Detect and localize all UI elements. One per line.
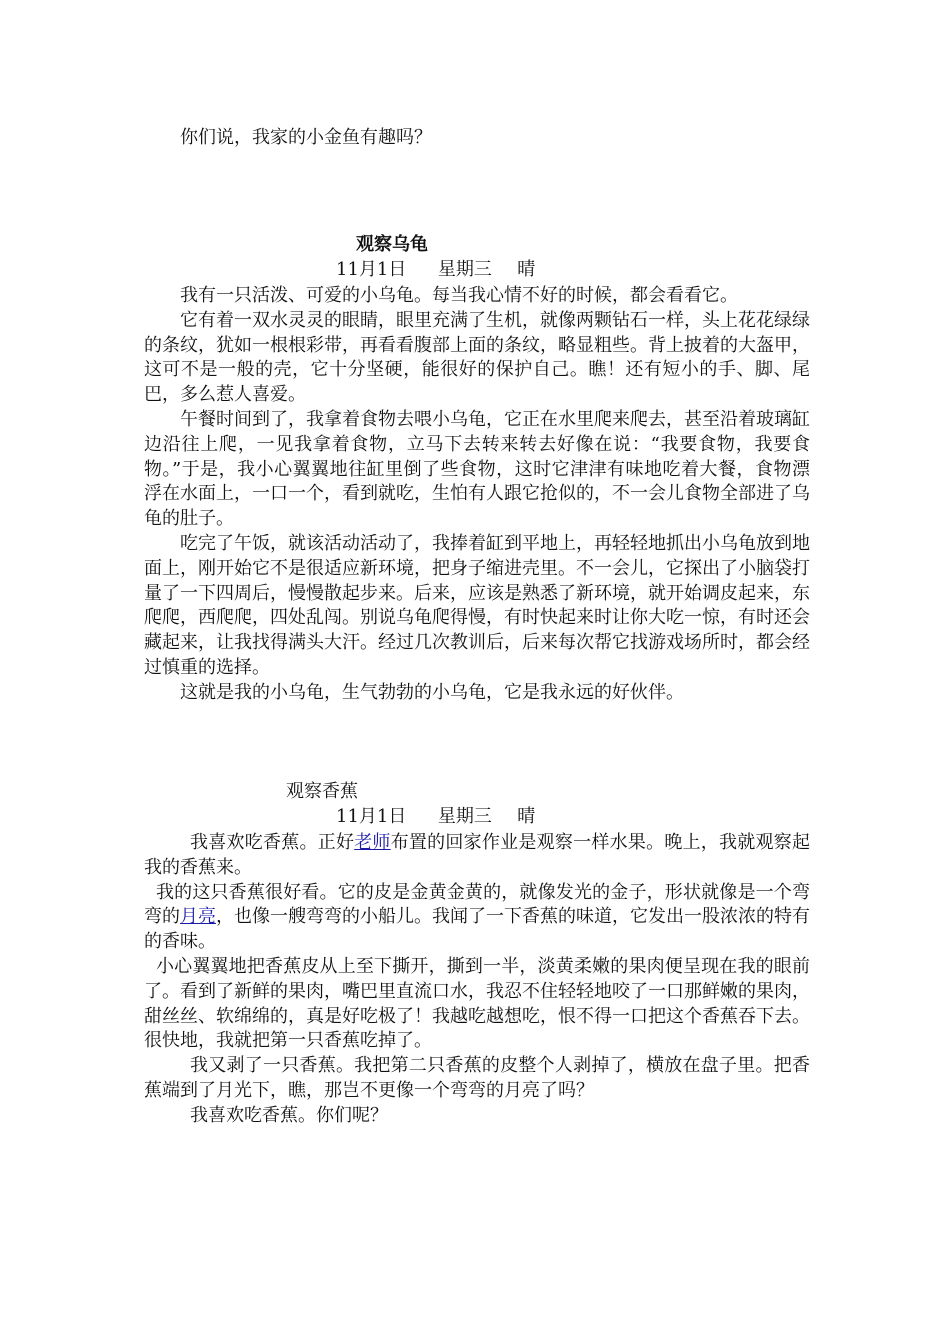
essay2-title: 观察香蕉 xyxy=(286,781,358,802)
essay2-date-line xyxy=(336,805,535,829)
essay1-paragraph-2: 它有着一双水灵灵的眼睛，眼里充满了生机，就像两颗钻石一样，头上花花绿绿的条纹，犹如一根根彩带，再看看腹部上面的条纹，略显粗些。背上披着的大盔甲，这可不是一般的壳，它十分坚硬，能很好的保护自己。瞧！还有短小的手、脚、尾巴，多么惹人喜爱。 xyxy=(144,309,810,406)
essay1-date: 11月1日 xyxy=(336,259,407,280)
essay2-p2-text-a: 我的这只香蕉很好看。它的皮是金黄金黄的，就像发光的金子，形状就像是一个弯弯的 xyxy=(144,881,810,928)
essay1-paragraph-4: 吃完了午饭，就该活动活动了，我捧着缸到平地上，再轻轻地抓出小乌龟放到地面上，刚开始它不是很适应新环境，把身子缩进壳里。不一会儿，它探出了小脑袋打量了一下四周后，慢慢散起步来。后来，应该是熟悉了新环境，就开始调皮起来，东爬爬，西爬爬，四处乱闯。别说乌龟爬得慢，有时快起来时让你大吃一惊，有时还会藏起来，让我找得满头大汗。经过几次教训后，后来每次帮它找游戏场所时，都会经过慎重的选择。 xyxy=(144,532,810,678)
essay1-body xyxy=(144,284,810,706)
essay1-weekday: 星期三 xyxy=(437,259,492,280)
essay2-paragraph-4: 我又剥了一只香蕉。我把第二只香蕉的皮整个人剥掉了，横放在盘子里。把香蕉端到了月光下，瞧，那岂不更像一个弯弯的月亮了吗？ xyxy=(144,1055,810,1101)
intro-section xyxy=(144,126,810,151)
essay2-paragraph-5: 我喜欢吃香蕉。你们呢？ xyxy=(190,1104,388,1126)
essay2-paragraph-2 xyxy=(144,881,810,955)
essay2-body xyxy=(144,831,810,1129)
essay2-paragraph-1 xyxy=(144,831,810,881)
essay2-p1-text-b: 布置的回家作业是观察一样水果。晚上，我就观察起我的香蕉来。 xyxy=(144,832,811,878)
essay1-date-line xyxy=(336,258,535,282)
teacher-link[interactable]: 老师 xyxy=(354,832,391,853)
essay1-paragraph-5: 这就是我的小乌龟，生气勃勃的小乌龟，它是我永远的好伙伴。 xyxy=(180,681,684,703)
essay1-weather: 晴 xyxy=(517,259,536,280)
moon-link[interactable]: 月亮 xyxy=(180,906,216,928)
essay2-weekday: 星期三 xyxy=(437,806,492,827)
essay2-weather: 晴 xyxy=(517,806,536,827)
essay2-date: 11月1日 xyxy=(336,806,407,827)
essay1-paragraph-3: 午餐时间到了，我拿着食物去喂小乌龟，它正在水里爬来爬去，甚至沿着玻璃缸边沿往上爬，一见我拿着食物，立马下去转来转去好像在说：“我要食物，我要食物。”于是，我小心翼翼地往缸里倒了些食物，这时它津津有味地吃着大餐，食物漂浮在水面上，一口一个，看到就吃，生怕有人跟它抢似的，不一会儿食物全部进了乌龟的肚子。 xyxy=(144,408,810,530)
essay2-paragraph-3: 小心翼翼地把香蕉皮从上至下撕开，撕到一半，淡黄柔嫩的果肉便呈现在我的眼前了。看到了新鲜的果肉，嘴巴里直流口水，我忍不住轻轻地咬了一口那鲜嫩的果肉，甜丝丝、软绵绵的，真是好吃极了！我越吃越想吃，恨不得一口把这个香蕉吞下去。很快地，我就把第一只香蕉吃掉了。 xyxy=(144,955,810,1052)
essay2-p1-text-a: 我喜欢吃香蕉。正好 xyxy=(190,832,355,853)
essay1-title: 观察乌龟 xyxy=(356,234,428,255)
essay1-paragraph-1: 我有一只活泼、可爱的小乌龟。每当我心情不好的时候，都会看看它。 xyxy=(180,285,738,306)
intro-closing-line: 你们说，我家的小金鱼有趣吗？ xyxy=(180,127,432,148)
essay2-p2-text-b: ，也像一艘弯弯的小船儿。我闻了一下香蕉的味道，它发出一股浓浓的特有的香味。 xyxy=(144,906,810,953)
